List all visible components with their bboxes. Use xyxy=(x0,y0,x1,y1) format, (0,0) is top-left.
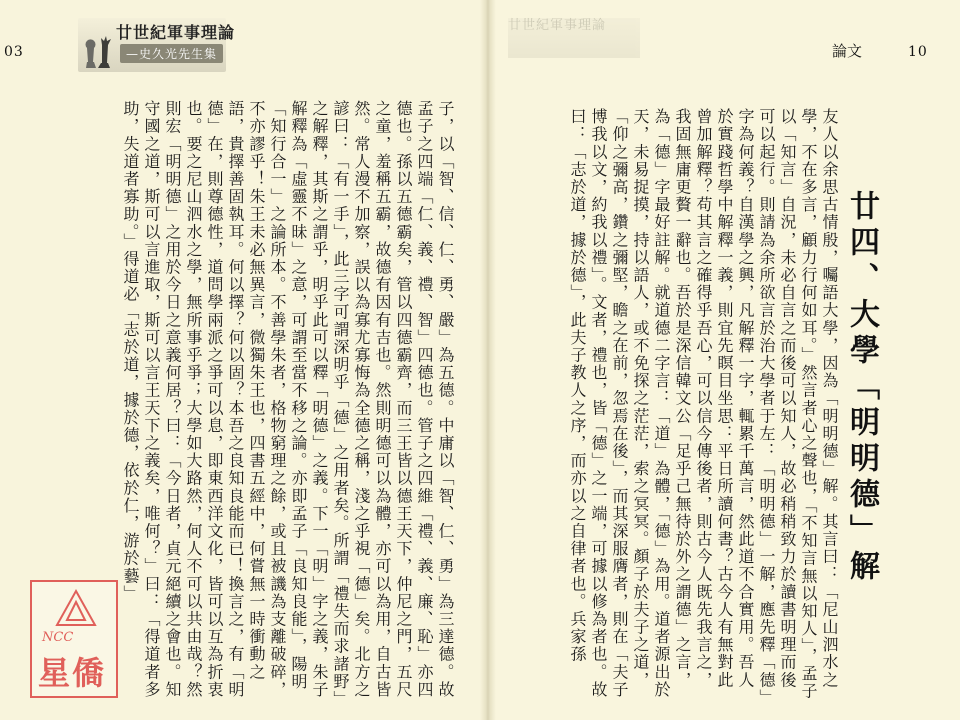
book-gutter xyxy=(480,0,496,720)
right-page xyxy=(496,0,960,720)
chess-pieces-icon xyxy=(80,20,114,70)
section-tag: 論文 xyxy=(832,42,863,60)
book-series-subtitle: —史久光先生集 xyxy=(120,44,223,63)
book-series-title: 廿世紀軍事理論 xyxy=(116,23,236,42)
faded-book-header: 廿世紀軍事理論 xyxy=(508,18,640,58)
stamp-name: 星僑 xyxy=(38,654,107,692)
page-number-right: 10 xyxy=(908,44,928,60)
chapter-title: 廿四、大學「明明德」解 xyxy=(844,190,879,586)
ncc-watermark-stamp xyxy=(30,580,118,698)
page-number-left: 03 xyxy=(4,44,24,60)
triangle-logo-icon xyxy=(54,588,98,628)
stamp-code: NCC xyxy=(42,630,74,645)
left-page-body-text: 子，以「智、信、仁、勇、嚴」為五德。中庸以「智、仁、勇」為三達德。故孟子之四端「仁、義、禮、智」四德也。管子之四維「禮、義、廉、恥」亦四德也。孫以五德霸矣，管以四德霸齊，而三王皆以德王天下，仲尼之門，五尺之童，羞稱五霸，故德有因有吉也。然則明德可以為體，亦可以為用，自古皆然。常人漫不加察，誤以為寡尤寡悔為全德之稱，淺之乎視「德」矣。北方之諺曰：「有一手」，此三字可謂深明乎「德」之用者矣。所謂「禮失而求諸野」之解釋，其斯之謂乎，明乎此可以釋「明德」之義。下一「明」字之義，朱子解釋為「虛靈不昧」之意，可謂至當不移之論。亦即孟子「良知良能」，陽明「知行合一」之論所本。不善學朱者，格物窮理之餘，或且被譏為支離破碎，不亦謬乎！朱王未必無異言，微獨朱王也，四書五經中，何嘗無一時衝動之語，貴擇善固執耳。何以擇？何以固？本吾之良知良能而已！換言之，有「明德」在，則尊德性，道問學兩派之爭可以息，即東西洋文化，皆可以互為折衷也。要之尼山泗水之學，無所事乎爭；大學如大路然，何人不可以共由哉？然則宏「明明德」之用於今日之意義何居？曰：「今日者，貞元絕續之會也。知守國之道，斯可以言進取，斯可以言王天下之義矣，唯何？」曰：「得道者多助，失道者寡助。」得道必「志於道，據於德，依於仁，游於藝」 xyxy=(121,100,455,700)
right-page-body-text: 友人以余思古情殷，囑語大學，因為「明明德」解。其言曰：「尼山泗水之學，不在多言，顧力行何如耳。」然言者心之聲也，「不知言無以知人」，孟子以「知言」自況，未必自言之而後可以知人，故必稍稍致力於讀書明理而後可以起行。則請為余所欲言於治大學者于左：「明明德」一解，應先釋「德」字為何義？自漢學之興，凡解釋一字，輒累千萬言，然此道不合實用。吾人於實踐哲學中解釋一義，則宜先瞑目坐思：平日所讀何書？古今人有無對此曾加解釋？苟其言之確得乎吾心，可以信今傳後者，則古今人既先我言之，我固無庸更贅一辭也。吾於是深信韓文公「足乎己無待於外之謂德」之言，為「德」字最好註解。就道德二字言：「道」為體，「德」為用。道者源出於天，未易捉摸，持以語人，或不免探之茫茫，索之冥冥。顏子於夫子之道，「仰之彌高，鑽之彌堅，瞻之在前，忽焉在後」，而其深服膺者，則在「夫子博我以文，約我以禮」。文者，禮也，皆「德」之一端，可據以修為者也。故曰：「志於道，據於德」，此夫子教人之序，而亦以之自律者也。兵家孫 xyxy=(568,108,839,700)
